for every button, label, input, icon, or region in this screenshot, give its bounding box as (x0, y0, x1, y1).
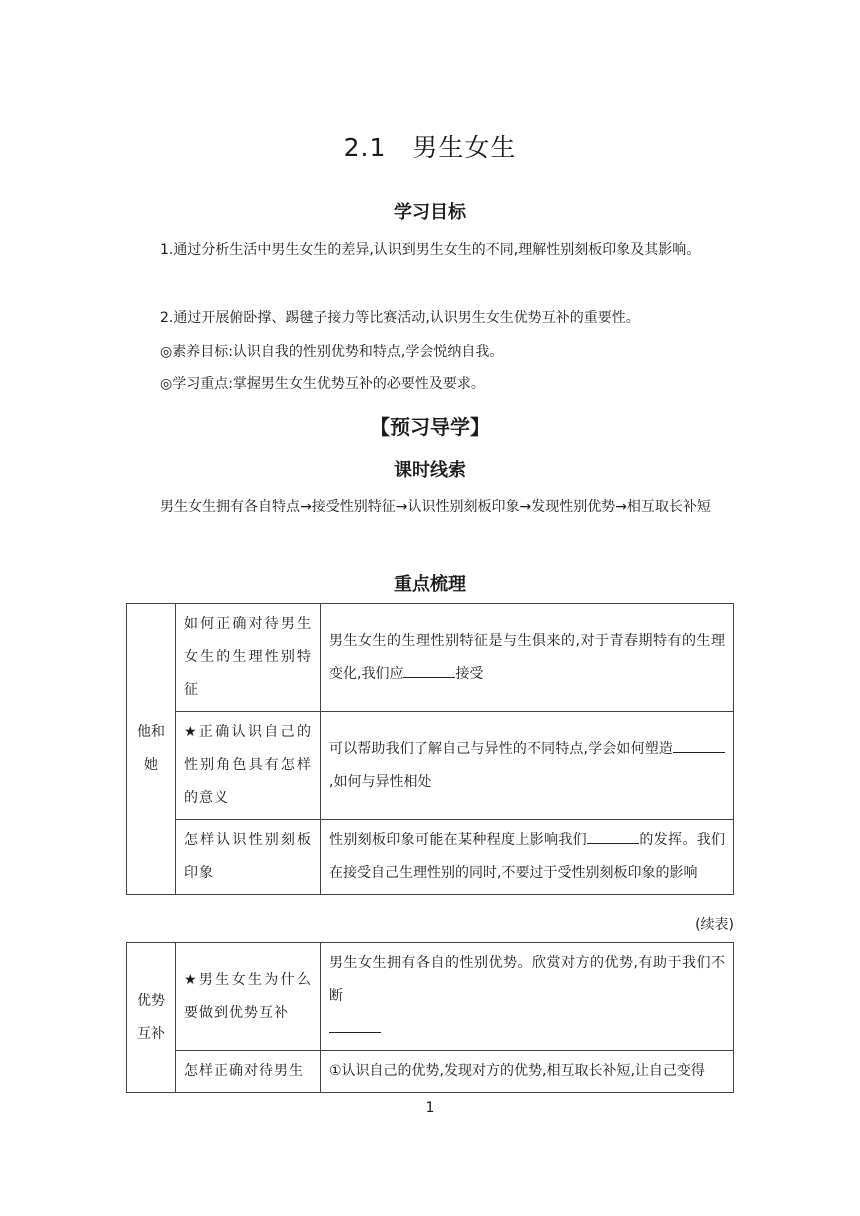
fill-blank[interactable] (587, 829, 639, 844)
table-row (127, 820, 734, 895)
answer-cell (321, 943, 734, 1051)
question-cell: 如何正确对待男生女生的生理性别特征 (176, 604, 321, 712)
table-row (127, 943, 734, 1051)
clue-text: 男生女生拥有各自特点→接受性别特征→认识性别刻板印象→发现性别优势→相互取长补短 (160, 499, 711, 515)
table-row (127, 604, 734, 712)
table-row (127, 1051, 734, 1093)
answer-cell (321, 604, 734, 712)
answer-text: 的发挥。我们在接受自己生理性别的同时,不要过于受性别刻板印象的影响 (329, 832, 725, 881)
question-cell: ★男生女生为什么要做到优势互补 (176, 943, 321, 1051)
key-points-table-continued (126, 942, 734, 1093)
question-cell: ★正确认识自己的性别角色具有怎样的意义 (176, 712, 321, 820)
answer-cell (321, 1051, 734, 1093)
page-number: 1 (425, 1100, 435, 1116)
answer-text: ①认识自己的优势,发现对方的优势,相互取长补短,让自己变得 (329, 1063, 705, 1079)
continued-label: (续表) (695, 917, 734, 933)
objective-item-1: 1.通过分析生活中男生女生的差异,认识到男生女生的不同,理解性别刻板印象及其影响。 (160, 242, 701, 258)
key-points-heading: 重点梳理 (394, 574, 466, 595)
objectives-heading: 学习目标 (394, 202, 466, 223)
fill-blank[interactable] (329, 1018, 381, 1033)
answer-text: 男生女生拥有各自的性别优势。欣赏对方的优势,有助于我们不断 (329, 955, 725, 1004)
answer-text: 接受 (455, 665, 484, 682)
objective-item-2: 2.通过开展俯卧撑、踢毽子接力等比赛活动,认识男生女生优势互补的重要性。 (160, 310, 640, 326)
answer-text: 可以帮助我们了解自己与异性的不同特点,学会如何塑造 (329, 740, 673, 757)
key-points-table (126, 603, 734, 895)
clue-heading: 课时线索 (394, 460, 466, 481)
answer-cell (321, 820, 734, 895)
page-title: 2.1 男生女生 (343, 133, 517, 162)
fill-blank[interactable] (673, 738, 725, 753)
group-label: 优势互补 (127, 943, 176, 1093)
question-cell: 怎样正确对待男生 (176, 1051, 321, 1093)
literacy-goal: ◎素养目标:认识自我的性别优势和特点,学会悦纳自我。 (160, 344, 504, 360)
answer-text: 性别刻板印象可能在某种程度上影响我们 (329, 832, 587, 848)
fill-blank[interactable] (403, 663, 455, 678)
answer-text: ,如何与异性相处 (329, 773, 432, 790)
table-row (127, 712, 734, 820)
group-label: 他和她 (127, 604, 176, 895)
question-cell: 怎样认识性别刻板印象 (176, 820, 321, 895)
answer-text: 男生女生的生理性别特征是与生俱来的,对于青春期特有的生理变化,我们应 (329, 632, 725, 682)
answer-cell (321, 712, 734, 820)
preview-heading: 【预习导学】 (370, 415, 490, 439)
learning-focus: ◎学习重点:掌握男生女生优势互补的必要性及要求。 (160, 376, 485, 392)
